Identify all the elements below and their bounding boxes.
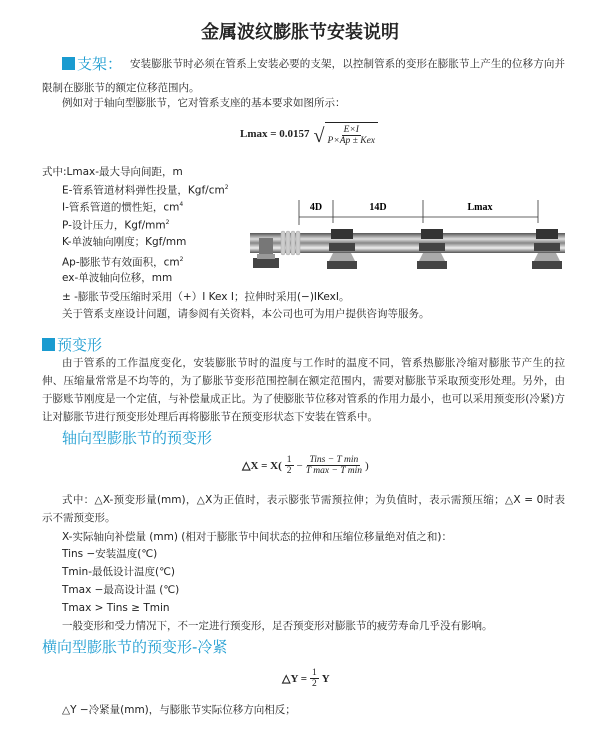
- legend-text: Ap-膨胀节有效面积，cm: [62, 256, 180, 269]
- axial-line: Tmin-最低设计温度(℃): [62, 566, 175, 578]
- legend-line: [62, 253, 183, 270]
- support-line: 例如对于轴向型膨胀节，它对管系支座的基本要求如图所示：: [62, 97, 346, 109]
- legend-line: ± -膨胀节受压缩时采用（+）I Kex I；拉伸时采用(−)IKexI。: [62, 291, 350, 303]
- axial-line: X-实际轴向补偿量 (mm) (相对于膨胀节中间状态的拉伸和压缩位移量绝对值之和)：: [62, 531, 452, 543]
- axial-line: Tmax −最高设计温 (℃): [62, 584, 180, 596]
- axial-line: 一般变形和受力情况下，不一定进行预变形，足否预变形对膨胀节的疲劳寿命几乎没有影响。: [62, 620, 493, 632]
- formula-numerator: E×I: [343, 125, 359, 135]
- support-line: 安装膨胀节时必须在管系上安装必要的支架，以控制管系的变形在膨胀节上产生的位移方向并: [130, 58, 565, 70]
- predeform-line: 伸、压缩量常常是不均等的，为了膨胀节变形范围控制在额定范围内，需要对膨胀节采取预变形处理。另外，由: [42, 375, 565, 387]
- predeform-line: 由于管系的工作温度变化，安装膨胀节时的温度与工作时的温度不同，管系热膨胀冷缩对膨胀节产生的拉: [62, 357, 565, 369]
- support-diagram: [245, 195, 570, 275]
- legend-line: [62, 216, 169, 233]
- axial-line: Tmax > Tins ≥ Tmin: [62, 602, 170, 614]
- lateral-formula: [282, 668, 330, 689]
- formula-denominator: 2: [312, 679, 317, 689]
- half-denominator: 2: [286, 466, 292, 476]
- lmax-formula: [240, 122, 378, 146]
- legend-text: E-管系管道材料弹性投量，Kgf/cm: [62, 184, 225, 197]
- axial-heading: 轴向型膨胀节的预变形: [62, 429, 213, 447]
- guide-support: [327, 229, 357, 269]
- lateral-line: △Y −冷紧量(mm)，与膨胀节实际位移方向相反；: [62, 704, 296, 716]
- guide-support: [417, 229, 447, 269]
- superscript: 4: [179, 201, 184, 208]
- support-heading-text: 支架：: [77, 55, 123, 73]
- legend-line: [62, 198, 183, 215]
- dim-label-4d: 4D: [309, 202, 323, 213]
- axial-line: Tins −安装温度(℃): [62, 548, 158, 560]
- right-paren: ): [364, 459, 369, 472]
- axial-formula: [242, 455, 369, 476]
- legend-line: ex-单波轴向位移，mm: [62, 272, 173, 284]
- support-line: 限制在膨胀节的额定位移范围内。: [42, 82, 200, 94]
- predeform-heading-text: 预变形: [57, 336, 103, 354]
- legend-line: K-单波轴向刚度；Kgf/mm: [62, 236, 187, 248]
- predeform-heading: [42, 336, 102, 354]
- predeform-line: 让对膨胀节进行预变形处理后再将膨胀节在预变形状态下安装在管系中。: [42, 411, 378, 423]
- predeform-line: 于膨账节刚度是一个定值，与补偿量成正比。为了使膨胀节位移对管系的作用力最小，也可以采用预变形(冷紧)方: [42, 393, 565, 405]
- legend-text: I-管系管道的惯性矩，cm: [62, 201, 180, 214]
- dim-label-lmax: Lmax: [467, 202, 493, 213]
- sqrt: √ $\frac{E\times I}{\text{P×Ap ± Kex}}$: [314, 122, 378, 146]
- formula-lhs: Lmax = 0.0157: [240, 128, 310, 140]
- superscript: 2: [165, 219, 170, 226]
- half-numerator: 1: [286, 455, 292, 465]
- guide-support: [532, 229, 562, 269]
- axial-line: 式中：△X-预变形量(mm)，△X为正值时，表示膨张节需预拉伸；为负值时，表示需预压缩；△X = 0时表: [62, 494, 565, 506]
- legend-line: [62, 181, 229, 198]
- superscript: 2: [224, 184, 229, 191]
- formula-numerator: 1: [312, 668, 317, 678]
- square-bullet-icon: [42, 338, 55, 351]
- formula-rhs: Y: [321, 672, 330, 685]
- formula-denominator: T max − T min: [305, 466, 362, 476]
- square-bullet-icon: [62, 57, 75, 70]
- formula-lhs: △X = X(: [242, 460, 282, 472]
- formula-numerator: Tins − T min: [309, 455, 359, 465]
- dim-label-14d: 14D: [369, 202, 387, 213]
- legend-line: 关于管系支座设计问题，请参阅有关资料，本公司也可为用户提供咨询等服务。: [62, 308, 430, 320]
- legend-line: 式中:Lmax-最大导向间距，m: [42, 166, 183, 178]
- axial-line: 示不需预变形。: [42, 512, 116, 524]
- formula-lhs: △Y =: [282, 673, 308, 685]
- formula-denominator: P×Ap ± Kex: [327, 136, 376, 146]
- legend-text: P-设计压力，Kgf/mm: [62, 219, 166, 232]
- page-title: 金属波纹膨胀节安装说明: [201, 22, 399, 43]
- dimension-lines: [299, 200, 538, 225]
- superscript: 2: [179, 256, 184, 263]
- support-heading: [62, 55, 122, 73]
- lateral-heading: 横向型膨胀节的预变形-冷紧: [42, 638, 228, 656]
- minus-sign: −: [296, 459, 303, 472]
